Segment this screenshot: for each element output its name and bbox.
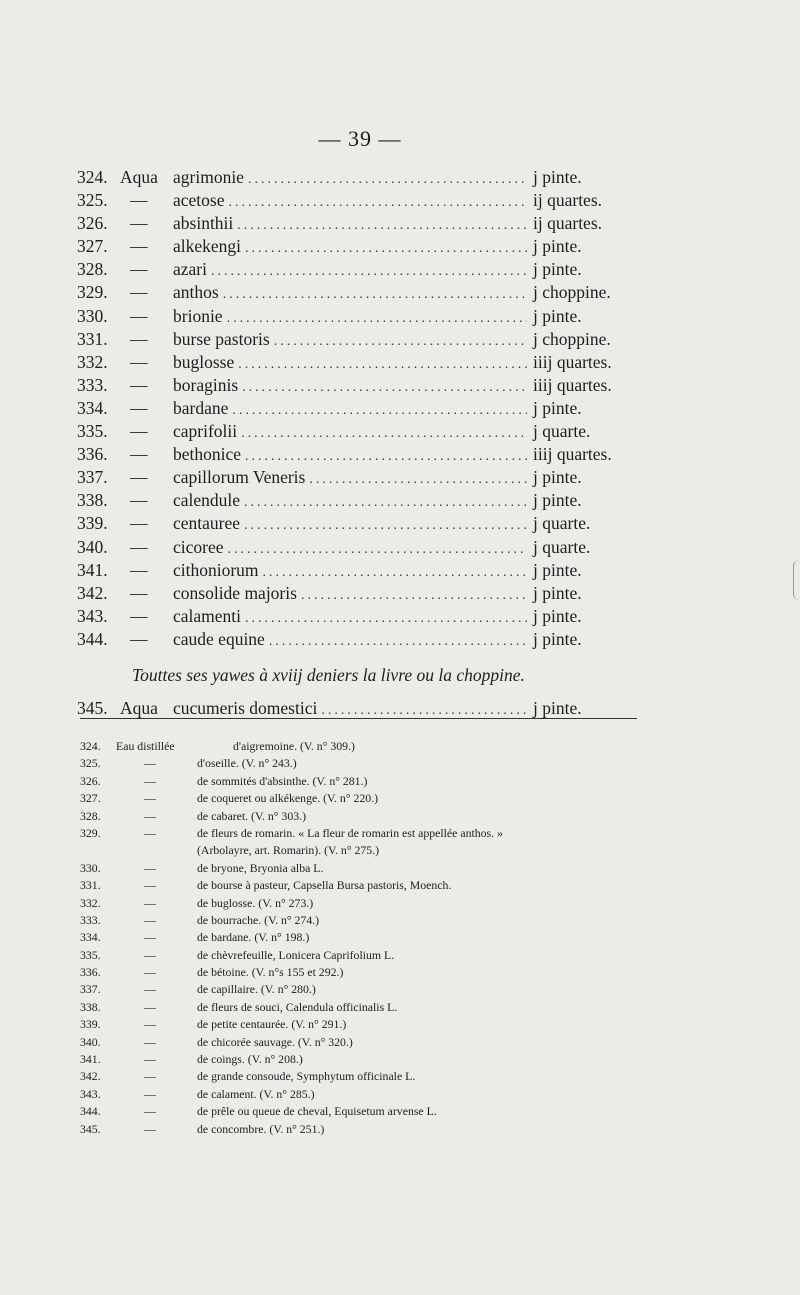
footnote-row [80,860,680,877]
entry-prefix: — [130,490,148,511]
footnote-row [80,999,680,1016]
entry-number: 325. [77,190,108,211]
footnote-number: 327. [80,791,101,806]
footnote-continuation: (Arbolayre, art. Romarin). (V. n° 275.) [197,843,380,858]
entry-quantity: j pinte. [533,167,582,187]
entry-row [77,258,637,281]
leader-dots [309,468,527,491]
leader-dots [245,607,527,630]
leader-dots [238,353,527,376]
entry-name: consolide majoris [173,582,297,603]
footnote-number: 325. [80,756,101,771]
leader-dots [263,561,527,584]
footnote-dash: — [144,1121,156,1136]
entry-name: anthos [173,282,219,303]
entry-number: 328. [77,259,108,280]
footnote-dash: — [144,1104,156,1119]
entry-quantity: j pinte. [533,582,582,603]
footnote-number: 339. [80,1017,101,1032]
entry-prefix: — [130,374,148,395]
footnote-text: de bétoine. (V. n°s 155 et 292.) [197,965,344,980]
entry-prefix: — [130,513,148,534]
entry-row [77,582,637,605]
entry-number: 345. [77,697,108,718]
entry-number: 324. [77,167,108,187]
entry-row [77,420,637,443]
entry-row [77,489,637,512]
footnote-row [80,1103,680,1120]
entry-row [77,628,637,651]
entry-quantity: j pinte. [533,628,582,649]
entry-prefix: — [130,421,148,442]
leader-dots [232,399,527,422]
footnote-dash: — [144,1034,156,1049]
leader-dots [237,214,527,237]
footnote-row [80,877,680,894]
footnote-row [80,825,680,842]
entry-name: azari [173,259,207,280]
entry-prefix: — [130,190,148,211]
entry-quantity: iiij quartes. [533,374,612,395]
entry-prefix: — [130,628,148,649]
entry-quantity: j pinte. [533,259,582,280]
entry-number: 344. [77,628,108,649]
entry-prefix: — [130,605,148,626]
footnote-text: de coings. (V. n° 208.) [197,1052,303,1067]
entry-row [77,397,637,420]
footnote-number: 343. [80,1086,101,1101]
footnote-list [80,738,680,1138]
entry-quantity: j pinte. [533,559,582,580]
entry-name: alkekengi [173,236,242,257]
entry-name: caprifolii [173,421,238,442]
footnote-row [80,929,680,946]
entry-list [77,166,637,720]
leader-dots [245,445,527,468]
footnote-text: de sommités d'absinthe. (V. n° 281.) [197,773,368,788]
footnote-dash: — [144,756,156,771]
footnote-divider [80,718,637,719]
footnote-number: 334. [80,930,101,945]
leader-dots [269,630,527,653]
leader-dots [245,237,527,260]
entry-prefix: — [130,536,148,557]
entry-quantity: iiij quartes. [533,351,612,372]
entry-prefix: — [130,282,148,303]
footnote-number: 335. [80,947,101,962]
entry-row [77,328,637,351]
entry-name: burse pastoris [173,328,270,349]
entry-number: 338. [77,490,108,511]
footnote-dash: — [144,1052,156,1067]
entry-prefix: — [130,305,148,326]
entry-quantity: j pinte. [533,490,582,511]
footnote-row [80,808,680,825]
entry-name: caude equine [173,628,265,649]
entry-number: 342. [77,582,108,603]
footnote-text: de cabaret. (V. n° 303.) [197,808,306,823]
entry-name: acetose [173,190,225,211]
entry-name: calendule [173,490,241,511]
footnote-dash: — [144,825,156,840]
entry-number: 337. [77,467,108,488]
footnote-heading: Eau distillée [116,739,175,753]
footnote-dash: — [144,808,156,823]
footnote-dash: — [144,1017,156,1032]
entry-number: 333. [77,374,108,395]
footnote-dash: — [144,912,156,927]
footnote-dash: — [144,982,156,997]
entry-name: cicoree [173,536,224,557]
footnote-text: de petite centaurée. (V. n° 291.) [197,1017,347,1032]
entry-quantity: j pinte. [533,305,582,326]
leader-dots [242,376,527,399]
entry-quantity: j choppine. [533,282,611,303]
footnote-text: de chèvrefeuille, Lonicera Caprifolium L. [197,947,395,962]
leader-dots [223,283,527,306]
page-edge-mark [793,560,800,600]
entry-row [77,559,637,582]
entry-row [77,697,637,720]
entry-prefix: — [130,213,148,234]
entry-name: boraginis [173,374,239,395]
footnote-dash: — [144,947,156,962]
entry-prefix: — [130,397,148,418]
footnote-number: 336. [80,965,101,980]
footnote-number: 337. [80,982,101,997]
entry-prefix: Aqua [120,167,158,187]
entry-name: agrimonie [173,167,244,187]
footnote-row [80,947,680,964]
footnote-dash: — [144,1086,156,1101]
footnote-text: de capillaire. (V. n° 280.) [197,982,316,997]
entry-name: cucumeris domestici [173,697,318,718]
entry-row [77,235,637,258]
footnote-text: de bryone, Bryonia alba L. [197,860,324,875]
footnote-number: 332. [80,895,101,910]
footnote-number: 330. [80,860,101,875]
footnote-number: 340. [80,1034,101,1049]
entry-name: bardane [173,397,229,418]
entry-number: 334. [77,397,108,418]
entry-row [77,605,637,628]
footnote-row [80,1121,680,1138]
footnote-dash: — [144,878,156,893]
entry-prefix: — [130,444,148,465]
entry-row [77,374,637,397]
entry-name: cithoniorum [173,559,259,580]
leader-dots [244,514,527,537]
footnote-dash: — [144,791,156,806]
leader-dots [274,330,527,353]
footnote-row [80,1016,680,1033]
entry-quantity: j pinte. [533,697,582,718]
entry-row [77,443,637,466]
footnote-row [80,1086,680,1103]
price-note: Touttes ses yawes à xviij deniers la livre ou la choppine. [132,664,525,685]
footnote-row [80,738,680,755]
footnote-number: 341. [80,1052,101,1067]
entry-prefix: — [130,351,148,372]
page-number: — 39 — [318,126,402,151]
leader-dots [248,168,527,191]
leader-dots [228,538,527,561]
footnote-text: de bourrache. (V. n° 274.) [197,912,320,927]
entry-row [77,351,637,374]
entry-quantity: j pinte. [533,605,582,626]
entry-quantity: iiij quartes. [533,444,612,465]
entry-row [77,466,637,489]
leader-dots [211,260,527,283]
entry-quantity: j choppine. [533,328,611,349]
entry-quantity: j quarte. [533,513,591,534]
entry-row [77,189,637,212]
footnote-number: 328. [80,808,101,823]
footnote-text: de concombre. (V. n° 251.) [197,1121,325,1136]
entry-row [77,512,637,535]
footnote-dash: — [144,773,156,788]
footnote-row [80,964,680,981]
entry-prefix: — [130,467,148,488]
footnote-row [80,1051,680,1068]
footnote-number: 324. [80,739,101,753]
footnote-number: 338. [80,999,101,1014]
leader-dots [241,422,527,445]
entry-row [77,166,637,189]
footnote-row [80,981,680,998]
entry-prefix: — [130,236,148,257]
footnote-text: de bourse à pasteur, Capsella Bursa pastoris, Moench. [197,878,452,893]
entry-number: 341. [77,559,108,580]
entry-number: 330. [77,305,108,326]
entry-row [77,305,637,328]
footnote-row [80,912,680,929]
entry-quantity: ij quartes. [533,213,603,234]
entry-number: 329. [77,282,108,303]
footnote-text: de calament. (V. n° 285.) [197,1086,315,1101]
entry-quantity: j quarte. [533,421,591,442]
entry-quantity: j pinte. [533,236,582,257]
footnote-number: 331. [80,878,101,893]
entry-prefix: Aqua [120,697,158,718]
footnote-number: 342. [80,1069,101,1084]
entry-number: 331. [77,328,108,349]
entry-name: centauree [173,513,241,534]
entry-quantity: j pinte. [533,467,582,488]
entry-quantity: ij quartes. [533,190,603,211]
entry-number: 327. [77,236,108,257]
entry-row [77,212,637,235]
footnote-text: de bardane. (V. n° 198.) [197,930,310,945]
entry-name: buglosse [173,351,235,372]
footnote-dash: — [144,999,156,1014]
footnote-text: de buglosse. (V. n° 273.) [197,895,314,910]
entry-prefix: — [130,259,148,280]
footnote-row [80,895,680,912]
entry-quantity: j quarte. [533,536,591,557]
leader-dots [229,191,528,214]
entry-number: 332. [77,351,108,372]
footnote-number: 345. [80,1121,101,1136]
entry-row [77,281,637,304]
entry-prefix: — [130,328,148,349]
leader-dots [244,491,527,514]
footnote-row [80,755,680,772]
entry-prefix: — [130,559,148,580]
entry-name: bethonice [173,444,242,465]
footnote-text: d'aigremoine. (V. n° 309.) [233,739,355,753]
entry-name: capillorum Veneris [173,467,306,488]
leader-dots [227,307,527,330]
entry-row [77,536,637,559]
footnote-number: 329. [80,825,101,840]
entry-number: 340. [77,536,108,557]
footnote-dash: — [144,930,156,945]
footnote-dash: — [144,895,156,910]
entry-number: 326. [77,213,108,234]
leader-dots [301,584,527,607]
footnote-number: 333. [80,912,101,927]
entry-number: 339. [77,513,108,534]
footnote-text: de fleurs de romarin. « La fleur de romarin est appellée anthos. » [197,825,503,840]
footnote-dash: — [144,965,156,980]
footnote-text: de prêle ou queue de cheval, Equisetum arvense L. [197,1104,437,1119]
footnote-row [80,1034,680,1051]
entry-number: 343. [77,605,108,626]
footnote-row [80,773,680,790]
entry-prefix: — [130,582,148,603]
footnote-text: de fleurs de souci, Calendula officinalis L. [197,999,398,1014]
footnote-text: de grande consoude, Symphytum officinale L. [197,1069,416,1084]
entry-number: 335. [77,421,108,442]
footnote-text: de chicorée sauvage. (V. n° 320.) [197,1034,353,1049]
entry-name: calamenti [173,605,242,626]
footnote-number: 344. [80,1104,101,1119]
entry-name: brionie [173,305,223,326]
entry-number: 336. [77,444,108,465]
footnote-dash: — [144,1069,156,1084]
footnote-text: de coqueret ou alkékenge. (V. n° 220.) [197,791,379,806]
footnote-row [80,1068,680,1085]
entry-name: absinthii [173,213,234,234]
footnote-dash: — [144,860,156,875]
footnote-row [80,790,680,807]
entry-quantity: j pinte. [533,397,582,418]
footnote-text: d'oseille. (V. n° 243.) [197,756,297,771]
footnote-number: 326. [80,773,101,788]
footnote-row [80,842,680,859]
